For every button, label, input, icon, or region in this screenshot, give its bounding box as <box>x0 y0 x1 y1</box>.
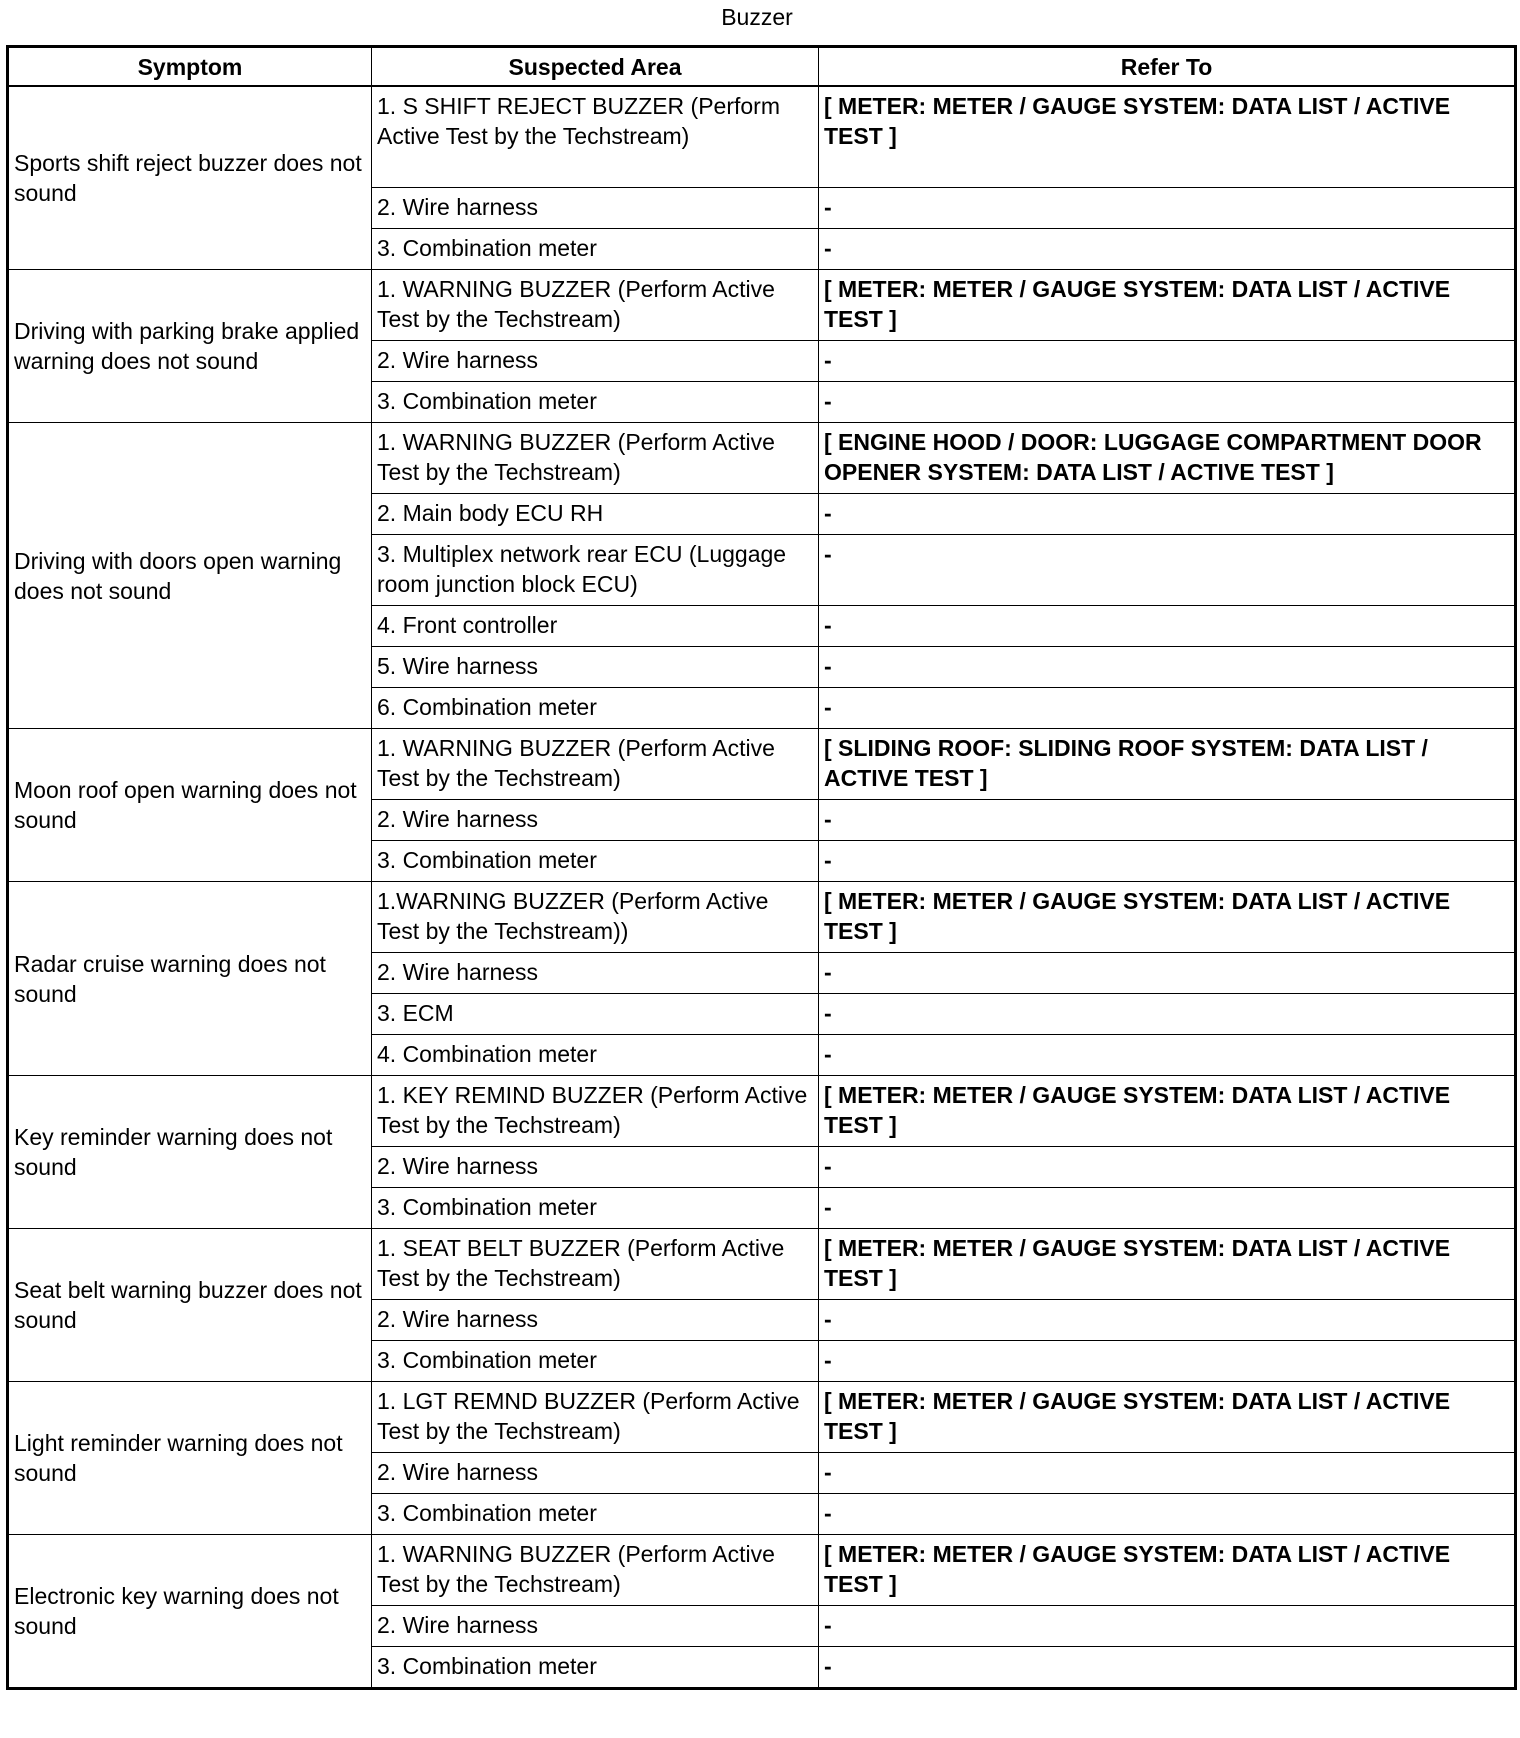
column-header-symptom: Symptom <box>8 47 372 87</box>
table-row <box>8 270 1516 341</box>
suspected-area-cell: 3. Combination meter <box>372 841 819 882</box>
refer-to-cell: - <box>819 953 1516 994</box>
refer-to-cell: - <box>819 1606 1516 1647</box>
page-title-text: Buzzer <box>721 4 793 30</box>
symptom-cell: Driving with doors open warning does not sound <box>8 423 372 729</box>
symptom-cell: Moon roof open warning does not sound <box>8 729 372 882</box>
refer-to-cell: [ METER: METER / GAUGE SYSTEM: DATA LIST / ACTIVE TEST ] <box>819 270 1516 341</box>
suspected-area-cell: 3. Combination meter <box>372 229 819 270</box>
refer-to-cell: - <box>819 535 1516 606</box>
column-header-refer-to: Refer To <box>819 47 1516 87</box>
refer-to-cell: - <box>819 800 1516 841</box>
suspected-area-cell: 2. Main body ECU RH <box>372 494 819 535</box>
table-row <box>8 86 1516 188</box>
symptom-cell: Light reminder warning does not sound <box>8 1382 372 1535</box>
refer-to-cell: [ METER: METER / GAUGE SYSTEM: DATA LIST / ACTIVE TEST ] <box>819 1229 1516 1300</box>
suspected-area-cell: 1. KEY REMIND BUZZER (Perform Active Test by the Techstream) <box>372 1076 819 1147</box>
suspected-area-cell: 1. WARNING BUZZER (Perform Active Test by the Techstream) <box>372 729 819 800</box>
suspected-area-cell: 2. Wire harness <box>372 1147 819 1188</box>
suspected-area-cell: 1.WARNING BUZZER (Perform Active Test by the Techstream)) <box>372 882 819 953</box>
table-body <box>8 86 1516 1689</box>
suspected-area-cell: 6. Combination meter <box>372 688 819 729</box>
table-row <box>8 882 1516 953</box>
suspected-area-cell: 2. Wire harness <box>372 1606 819 1647</box>
refer-to-cell: [ METER: METER / GAUGE SYSTEM: DATA LIST / ACTIVE TEST ] <box>819 1382 1516 1453</box>
refer-to-cell: - <box>819 1341 1516 1382</box>
refer-to-cell: - <box>819 606 1516 647</box>
refer-to-cell: - <box>819 1647 1516 1689</box>
table-row <box>8 729 1516 800</box>
suspected-area-cell: 1. S SHIFT REJECT BUZZER (Perform Active Test by the Techstream) <box>372 86 819 188</box>
suspected-area-cell: 1. WARNING BUZZER (Perform Active Test by the Techstream) <box>372 1535 819 1606</box>
refer-to-cell: - <box>819 994 1516 1035</box>
suspected-area-cell: 4. Front controller <box>372 606 819 647</box>
refer-to-cell: - <box>819 1453 1516 1494</box>
suspected-area-cell: 1. SEAT BELT BUZZER (Perform Active Test by the Techstream) <box>372 1229 819 1300</box>
refer-to-cell: - <box>819 688 1516 729</box>
refer-to-cell: - <box>819 188 1516 229</box>
buzzer-symptom-table <box>6 45 1517 1690</box>
suspected-area-cell: 4. Combination meter <box>372 1035 819 1076</box>
suspected-area-cell: 3. Combination meter <box>372 1341 819 1382</box>
symptom-cell: Seat belt warning buzzer does not sound <box>8 1229 372 1382</box>
refer-to-cell: [ METER: METER / GAUGE SYSTEM: DATA LIST / ACTIVE TEST ] <box>819 86 1516 188</box>
column-header-suspected-area: Suspected Area <box>372 47 819 87</box>
table-row <box>8 1229 1516 1300</box>
suspected-area-cell: 2. Wire harness <box>372 800 819 841</box>
refer-to-cell: - <box>819 494 1516 535</box>
refer-to-cell: - <box>819 1035 1516 1076</box>
suspected-area-cell: 3. Combination meter <box>372 382 819 423</box>
suspected-area-cell: 3. ECM <box>372 994 819 1035</box>
table-row <box>8 1535 1516 1606</box>
suspected-area-cell: 3. Multiplex network rear ECU (Luggage room junction block ECU) <box>372 535 819 606</box>
symptom-cell: Key reminder warning does not sound <box>8 1076 372 1229</box>
refer-to-cell: - <box>819 229 1516 270</box>
symptom-cell: Driving with parking brake applied warning does not sound <box>8 270 372 423</box>
suspected-area-cell: 1. WARNING BUZZER (Perform Active Test by the Techstream) <box>372 270 819 341</box>
table-row <box>8 1382 1516 1453</box>
table-header-row <box>8 47 1516 87</box>
suspected-area-cell: 2. Wire harness <box>372 1300 819 1341</box>
refer-to-cell: - <box>819 382 1516 423</box>
page-title <box>0 0 1520 40</box>
refer-to-cell: [ METER: METER / GAUGE SYSTEM: DATA LIST / ACTIVE TEST ] <box>819 882 1516 953</box>
suspected-area-cell: 2. Wire harness <box>372 1453 819 1494</box>
suspected-area-cell: 3. Combination meter <box>372 1494 819 1535</box>
refer-to-cell: [ METER: METER / GAUGE SYSTEM: DATA LIST / ACTIVE TEST ] <box>819 1535 1516 1606</box>
suspected-area-cell: 5. Wire harness <box>372 647 819 688</box>
refer-to-cell: - <box>819 1147 1516 1188</box>
suspected-area-cell: 2. Wire harness <box>372 341 819 382</box>
suspected-area-cell: 1. WARNING BUZZER (Perform Active Test by the Techstream) <box>372 423 819 494</box>
table-row <box>8 1076 1516 1147</box>
refer-to-cell: - <box>819 1300 1516 1341</box>
refer-to-cell: - <box>819 647 1516 688</box>
refer-to-cell: [ METER: METER / GAUGE SYSTEM: DATA LIST / ACTIVE TEST ] <box>819 1076 1516 1147</box>
suspected-area-cell: 3. Combination meter <box>372 1647 819 1689</box>
refer-to-cell: - <box>819 1494 1516 1535</box>
suspected-area-cell: 2. Wire harness <box>372 953 819 994</box>
suspected-area-cell: 1. LGT REMND BUZZER (Perform Active Test by the Techstream) <box>372 1382 819 1453</box>
refer-to-cell: - <box>819 1188 1516 1229</box>
symptom-cell: Radar cruise warning does not sound <box>8 882 372 1076</box>
suspected-area-cell: 3. Combination meter <box>372 1188 819 1229</box>
symptom-cell: Sports shift reject buzzer does not sound <box>8 86 372 270</box>
refer-to-cell: [ ENGINE HOOD / DOOR: LUGGAGE COMPARTMENT DOOR OPENER SYSTEM: DATA LIST / ACTIVE TEST ] <box>819 423 1516 494</box>
refer-to-cell: - <box>819 841 1516 882</box>
table-row <box>8 423 1516 494</box>
symptom-cell: Electronic key warning does not sound <box>8 1535 372 1689</box>
refer-to-cell: [ SLIDING ROOF: SLIDING ROOF SYSTEM: DATA LIST / ACTIVE TEST ] <box>819 729 1516 800</box>
refer-to-cell: - <box>819 341 1516 382</box>
suspected-area-cell: 2. Wire harness <box>372 188 819 229</box>
